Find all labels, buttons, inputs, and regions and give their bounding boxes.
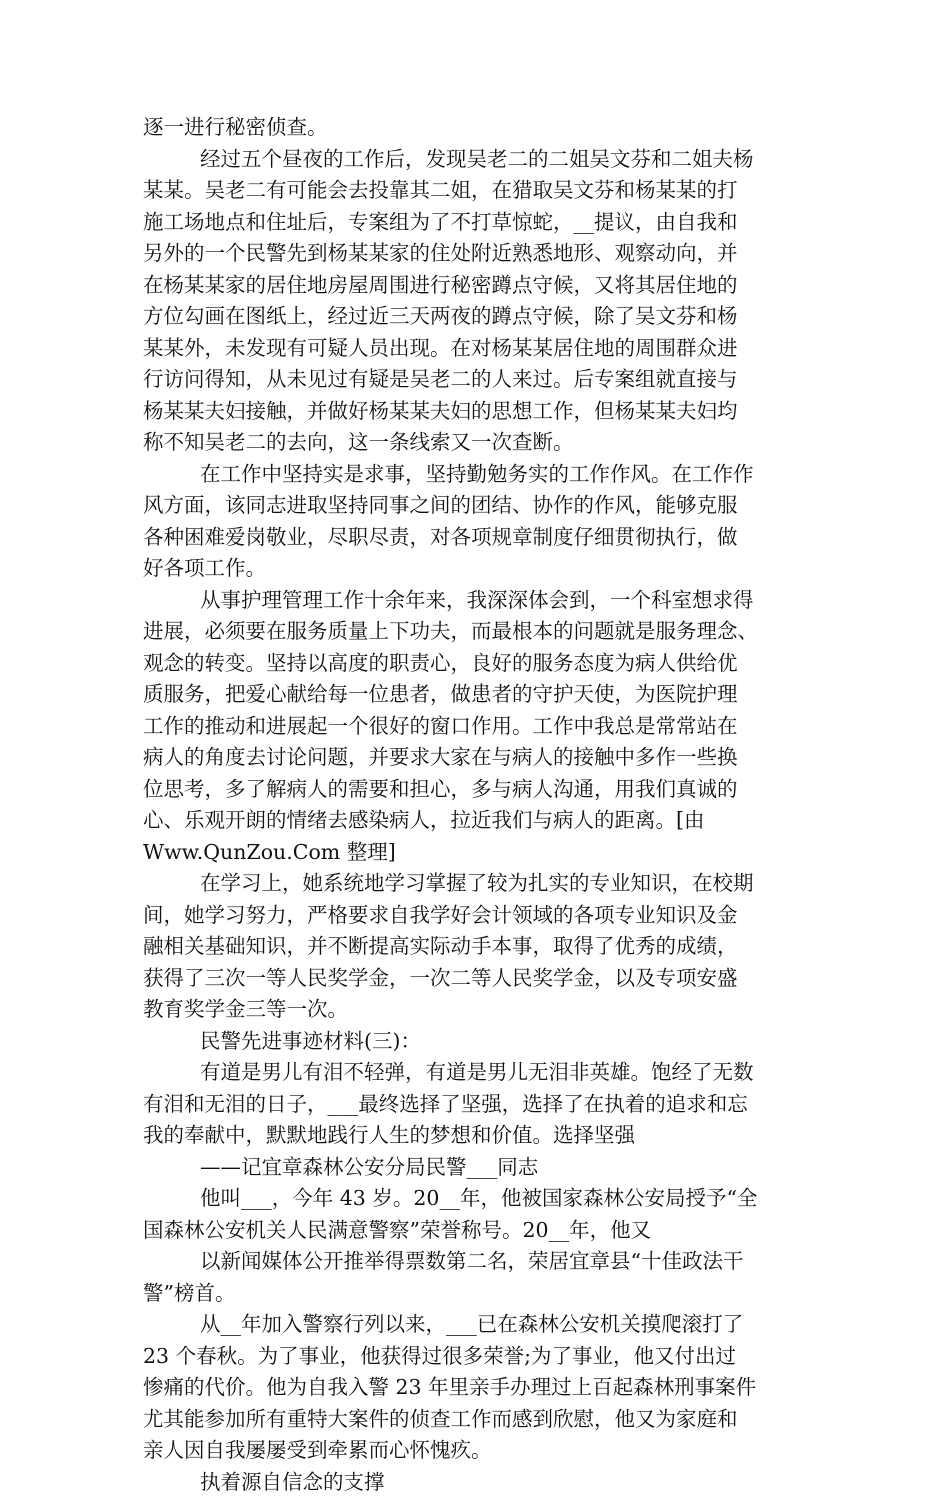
text-line: ——记宜章森林公安分局民警___同志 [143,1152,811,1184]
text-line: 从事护理管理工作十余年来，我深深体会到，一个科室想求得 [143,585,811,617]
text-line: 尤其能参加所有重特大案件的侦查工作而感到欣慰，他又为家庭和 [143,1404,811,1436]
text-line: 杨某某夫妇接触，并做好杨某某夫妇的思想工作，但杨某某夫妇均 [143,396,811,428]
text-line: 心、乐观开朗的情绪去感染病人，拉近我们与病人的距离。[由 [143,805,811,837]
text-line: 经过五个昼夜的工作后，发现吴老二的二姐吴文芬和二姐夫杨 [143,144,811,176]
text-line: 亲人因自我屡屡受到牵累而心怀愧疚。 [143,1435,811,1467]
text-line: 在杨某某家的居住地房屋周围进行秘密蹲点守候，又将其居住地的 [143,270,811,302]
text-line: 警”榜首。 [143,1278,811,1310]
text-line: 工作的推动和进展起一个很好的窗口作用。工作中我总是常常站在 [143,711,811,743]
text-line: 方位勾画在图纸上，经过近三天两夜的蹲点守候，除了吴文芬和杨 [143,301,811,333]
text-line: 有道是男儿有泪不轻弹，有道是男儿无泪非英雄。饱经了无数 [143,1057,811,1089]
text-line: 在工作中坚持实是求事，坚持勤勉务实的工作作风。在工作作 [143,459,811,491]
text-line: 行访问得知，从未见过有疑是吴老二的人来过。后专案组就直接与 [143,364,811,396]
text-line: 间，她学习努力，严格要求自我学好会计领域的各项专业知识及金 [143,900,811,932]
text-line: 国森林公安机关人民满意警察”荣誉称号。20__年，他又 [143,1215,811,1247]
text-line: 融相关基础知识，并不断提高实际动手本事，取得了优秀的成绩， [143,931,811,963]
text-line: 病人的角度去讨论问题，并要求大家在与病人的接触中多作一些换 [143,742,811,774]
text-line: 在学习上，她系统地学习掌握了较为扎实的专业知识，在校期 [143,868,811,900]
text-line: Www.QunZou.Com 整理] [143,837,811,869]
text-line: 观念的转变。坚持以高度的职责心，良好的服务态度为病人供给优 [143,648,811,680]
text-line: 教育奖学金三等一次。 [143,994,811,1026]
text-line: 好各项工作。 [143,553,811,585]
text-line: 风方面，该同志进取坚持同事之间的团结、协作的作风，能够克服 [143,490,811,522]
text-line: 执着源自信念的支撑 [143,1467,811,1498]
text-line: 某某外，未发现有可疑人员出现。在对杨某某居住地的周围群众进 [143,333,811,365]
text-line: 进展，必须要在服务质量上下功夫，而最根本的问题就是服务理念、 [143,616,811,648]
text-line: 逐一进行秘密侦查。 [143,112,811,144]
text-line: 惨痛的代价。他为自我入警 23 年里亲手办理过上百起森林刑事案件 [143,1372,811,1404]
text-line: 我的奉献中，默默地践行人生的梦想和价值。选择坚强 [143,1120,811,1152]
text-line: 23 个春秋。为了事业，他获得过很多荣誉;为了事业，他又付出过 [143,1341,811,1373]
text-line: 称不知吴老二的去向，这一条线索又一次查断。 [143,427,811,459]
text-line: 位思考，多了解病人的需要和担心，多与病人沟通，用我们真诚的 [143,774,811,806]
text-line: 有泪和无泪的日子，___最终选择了坚强，选择了在执着的追求和忘 [143,1089,811,1121]
text-line: 施工场地点和住址后，专案组为了不打草惊蛇，__提议，由自我和 [143,207,811,239]
text-line: 从__年加入警察行列以来，___已在森林公安机关摸爬滚打了 [143,1309,811,1341]
text-line: 各种困难爱岗敬业，尽职尽责，对各项规章制度仔细贯彻执行，做 [143,522,811,554]
text-line: 以新闻媒体公开推举得票数第二名，荣居宜章县“十佳政法干 [143,1246,811,1278]
text-line: 另外的一个民警先到杨某某家的住处附近熟悉地形、观察动向，并 [143,238,811,270]
text-line: 获得了三次一等人民奖学金，一次二等人民奖学金，以及专项安盛 [143,963,811,995]
text-line: 某某。吴老二有可能会去投靠其二姐，在猎取吴文芬和杨某某的打 [143,175,811,207]
text-line: 质服务，把爱心献给每一位患者，做患者的守护天使，为医院护理 [143,679,811,711]
text-line: 民警先进事迹材料(三)： [143,1026,811,1058]
text-line: 他叫___，今年 43 岁。20__年，他被国家森林公安局授予“全 [143,1183,811,1215]
document-body [143,112,811,1498]
